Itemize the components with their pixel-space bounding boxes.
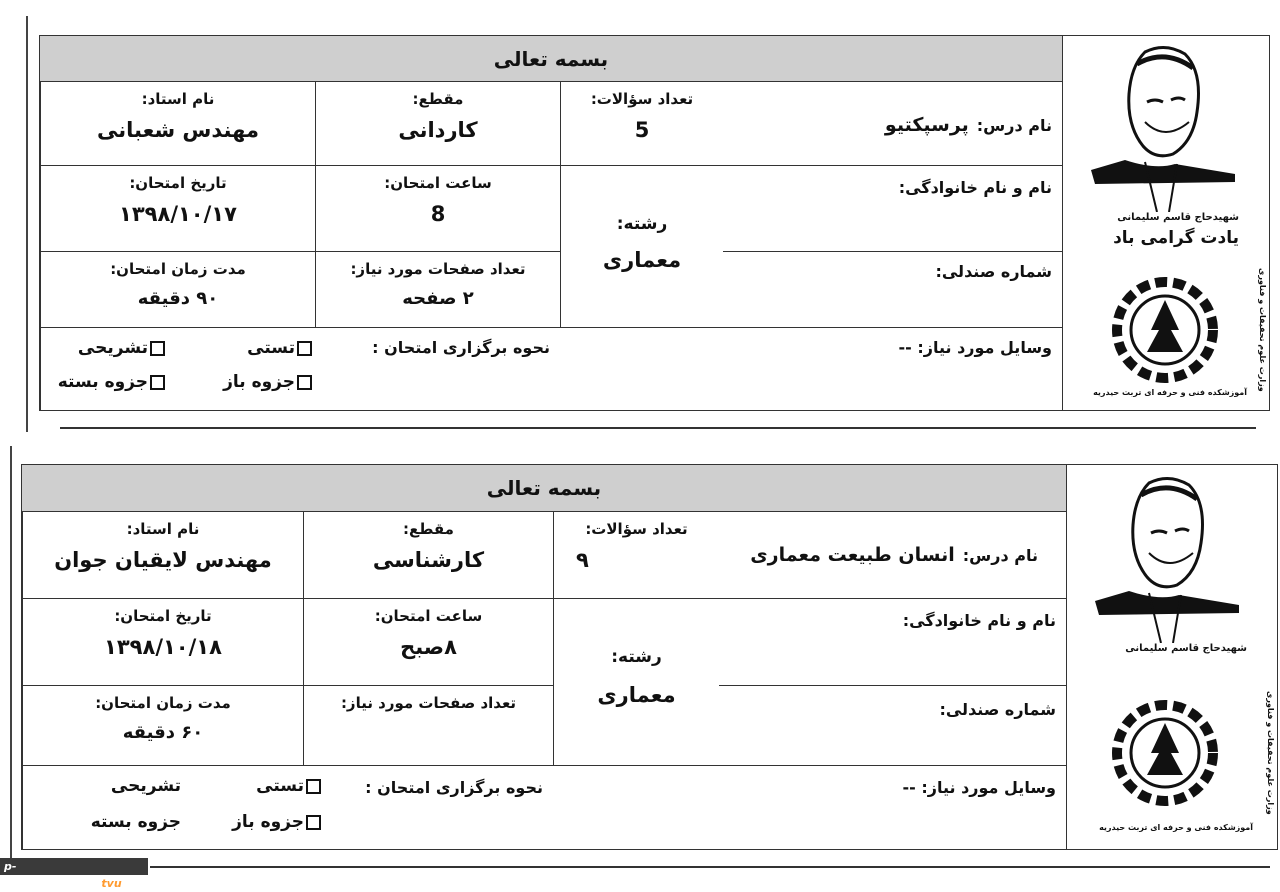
pages-cell xyxy=(315,252,560,328)
duration-label: مدت زمان امتحان: xyxy=(95,694,231,712)
name-cell xyxy=(723,166,1062,252)
teacher-value: مهندس لایقیان جوان xyxy=(54,548,272,572)
watermark-accent: tvu xyxy=(101,877,122,890)
option-test[interactable] xyxy=(247,338,312,358)
ministry-emblem-icon xyxy=(1103,691,1233,811)
tools-label: وسایل مورد نیاز: -- xyxy=(902,778,1056,797)
method-cell xyxy=(40,328,560,410)
level-cell xyxy=(303,512,553,599)
option-closed-book[interactable] xyxy=(91,812,181,832)
option-closed-book-label: جزوه بسته xyxy=(57,372,148,392)
form-main-table xyxy=(39,35,1063,411)
tools-cell xyxy=(553,766,1066,849)
portrait-caption-2: یادت گرامی باد xyxy=(1113,228,1239,248)
checkbox-icon xyxy=(297,341,312,356)
level-value: کارشناسی xyxy=(372,548,485,572)
question-count-label: تعداد سؤالات: xyxy=(585,520,688,538)
option-test[interactable] xyxy=(256,776,321,796)
name-cell xyxy=(719,599,1066,686)
course-label: نام درس: xyxy=(962,546,1038,565)
option-descriptive[interactable] xyxy=(111,776,181,796)
emblem-text: وزارت علوم تحقیقات و فناوری xyxy=(1266,691,1275,815)
method-label: نحوه برگزاری امتحان : xyxy=(372,338,550,357)
level-value: کاردانی xyxy=(398,118,478,142)
exam-hour-label: ساعت امتحان: xyxy=(374,607,483,625)
course-value: انسان طبیعت معماری xyxy=(750,544,955,566)
question-count-value: 5 xyxy=(634,118,650,142)
method-cell xyxy=(22,766,553,849)
level-cell xyxy=(315,82,560,166)
seat-cell xyxy=(719,686,1066,766)
exam-date-value: ۱۳۹۸/۱۰/۱۸ xyxy=(104,635,222,659)
exam-hour-cell xyxy=(315,166,560,252)
checkbox-icon xyxy=(150,375,165,390)
separator-line xyxy=(60,427,1256,429)
pages-label: تعداد صفحات مورد نیاز: xyxy=(340,694,517,712)
duration-label: مدت زمان امتحان: xyxy=(110,260,246,278)
checkbox-icon xyxy=(150,341,165,356)
teacher-value: مهندس شعبانی xyxy=(97,118,259,142)
seat-label: شماره صندلی: xyxy=(935,262,1052,281)
field-cell xyxy=(560,166,723,328)
watermark-prefix: p-torbatheidarye. xyxy=(4,860,102,890)
seat-label: شماره صندلی: xyxy=(939,700,1056,719)
course-cell xyxy=(723,82,1062,166)
form-side-panel xyxy=(1063,35,1270,411)
exam-date-value: ۱۳۹۸/۱۰/۱۷ xyxy=(119,202,237,226)
portrait-caption: شهیدحاج قاسم سلیمانی xyxy=(1125,643,1247,654)
emblem-text: وزارت علوم تحقیقات و فناوری xyxy=(1258,268,1267,392)
exam-hour-cell xyxy=(303,599,553,686)
teacher-cell xyxy=(40,82,315,166)
checkbox-icon xyxy=(306,815,321,830)
question-count-cell xyxy=(560,82,723,166)
scan-left-edge-line-2 xyxy=(10,446,12,858)
checkbox-icon xyxy=(306,779,321,794)
watermark-suffix: .ac.ir xyxy=(121,877,154,890)
option-test-label: تستی xyxy=(247,338,295,358)
exam-form-2 xyxy=(21,464,1278,850)
exam-date-cell xyxy=(40,166,315,252)
course-label: نام درس: xyxy=(976,116,1052,135)
field-value: معماری xyxy=(602,248,682,272)
form-header: بسمه تعالی xyxy=(22,465,1066,512)
portrait-sketch-icon xyxy=(1089,473,1249,643)
option-open-book[interactable] xyxy=(232,812,321,832)
form-grid xyxy=(22,512,1066,849)
course-value: پرسپکتیو xyxy=(884,114,969,136)
exam-hour-value: ۸صبح xyxy=(400,635,457,659)
name-label: نام و نام خانوادگی: xyxy=(902,611,1056,630)
option-descriptive-label: تشریحی xyxy=(77,338,148,358)
emblem-caption: آموزشکده فنی و حرفه ای تربت حیدریه xyxy=(1099,823,1253,832)
teacher-cell xyxy=(22,512,303,599)
question-count-label: تعداد سؤالات: xyxy=(590,90,694,108)
tools-label: وسایل مورد نیاز: -- xyxy=(898,338,1052,357)
duration-cell xyxy=(40,252,315,328)
question-count-value: ۹ xyxy=(576,548,589,572)
field-label: رشته: xyxy=(611,647,662,667)
exam-date-label: تاریخ امتحان: xyxy=(129,174,227,192)
form-main-table xyxy=(21,464,1067,850)
bottom-line xyxy=(150,866,1270,868)
name-label: نام و نام خانوادگی: xyxy=(898,178,1052,197)
option-open-book-label: جزوه باز xyxy=(232,812,304,832)
level-label: مقطع: xyxy=(403,520,454,538)
checkbox-icon xyxy=(297,375,312,390)
option-closed-book-label: جزوه بسته xyxy=(90,812,181,832)
duration-value: ۹۰ دقیقه xyxy=(137,288,219,309)
exam-hour-value: 8 xyxy=(430,202,446,226)
option-open-book[interactable] xyxy=(223,372,312,392)
option-open-book-label: جزوه باز xyxy=(223,372,295,392)
teacher-label: نام استاد: xyxy=(126,520,200,538)
field-label: رشته: xyxy=(616,214,668,234)
pages-cell xyxy=(303,686,553,766)
exam-form-1 xyxy=(39,35,1270,411)
field-cell xyxy=(553,599,719,766)
field-value: معماری xyxy=(597,683,676,707)
duration-cell xyxy=(22,686,303,766)
option-closed-book[interactable] xyxy=(58,372,165,392)
level-label: مقطع: xyxy=(412,90,464,108)
form-grid xyxy=(40,82,1062,410)
emblem-caption: آموزشکده فنی و حرفه ای تربت حیدریه xyxy=(1093,388,1247,397)
option-descriptive-label: تشریحی xyxy=(110,776,181,796)
teacher-label: نام استاد: xyxy=(141,90,215,108)
portrait-caption: شهیدحاج قاسم سلیمانی xyxy=(1117,212,1239,223)
question-count-cell xyxy=(553,512,719,599)
exam-date-cell xyxy=(22,599,303,686)
seat-cell xyxy=(723,252,1062,328)
form-side-panel xyxy=(1067,464,1278,850)
scan-left-edge-line xyxy=(26,16,28,432)
tools-cell xyxy=(560,328,1062,410)
option-test-label: تستی xyxy=(256,776,304,796)
ministry-emblem-icon xyxy=(1103,268,1233,388)
pages-label: تعداد صفحات مورد نیاز: xyxy=(350,260,526,278)
exam-hour-label: ساعت امتحان: xyxy=(384,174,492,192)
exam-date-label: تاریخ امتحان: xyxy=(114,607,212,625)
duration-value: ۶۰ دقیقه xyxy=(122,722,204,743)
option-descriptive[interactable] xyxy=(78,338,165,358)
portrait-sketch-icon xyxy=(1085,42,1245,212)
site-watermark[interactable] xyxy=(0,858,154,890)
form-header: بسمه تعالی xyxy=(40,36,1062,82)
course-cell xyxy=(719,512,1066,599)
method-label: نحوه برگزاری امتحان : xyxy=(365,778,543,797)
pages-value: ۲ صفحه xyxy=(402,288,474,309)
